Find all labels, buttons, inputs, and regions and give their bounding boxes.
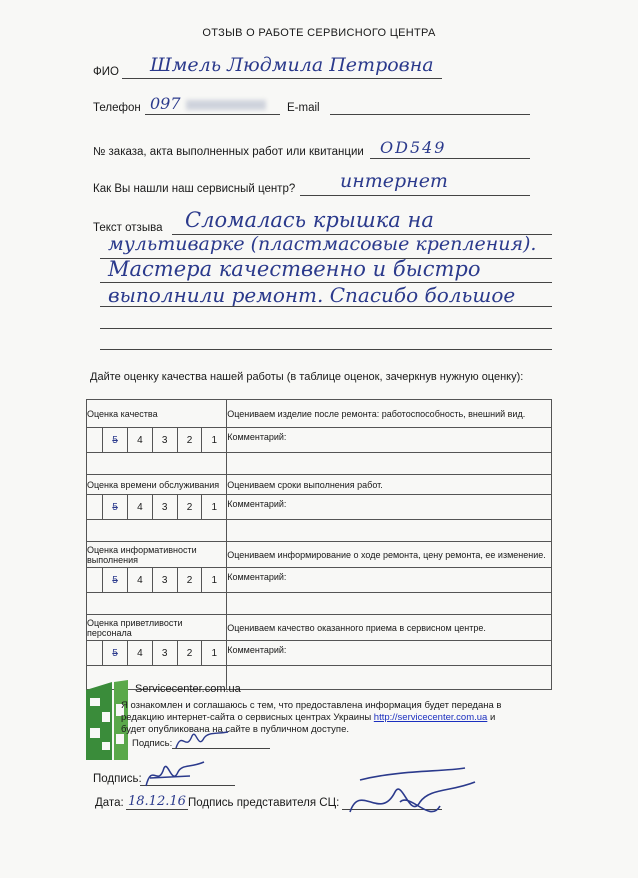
fio-value[interactable]: Шмель Людмила Петровна <box>150 54 434 76</box>
date-line <box>126 809 188 810</box>
rating-category: Оценка качества <box>87 400 227 428</box>
rating-description: Оцениваем изделие после ремонта: работоспособность, внешний вид. <box>227 400 552 428</box>
score-5[interactable]: 5 <box>103 641 128 666</box>
score-4[interactable]: 4 <box>127 495 152 520</box>
consent-line-3: будет опубликована на сайте в публичном доступе. <box>121 724 349 735</box>
review-text-3[interactable]: Мастера качественно и быстро <box>108 257 481 281</box>
score-2[interactable]: 2 <box>177 641 202 666</box>
rating-description: Оцениваем информирование о ходе ремонта, цену ремонта, ее изменение. <box>227 542 552 568</box>
score-4[interactable]: 4 <box>127 641 152 666</box>
phone-label: Телефон <box>93 102 141 114</box>
score-5[interactable]: 5 <box>103 428 128 453</box>
rep-signature-label: Подпись представителя СЦ: <box>188 797 340 809</box>
review-text-1[interactable]: Сломалась крышка на <box>185 208 434 232</box>
order-value[interactable]: OD549 <box>380 138 447 157</box>
consent-signature <box>172 726 232 756</box>
score-3[interactable]: 3 <box>152 428 177 453</box>
score-2[interactable]: 2 <box>177 428 202 453</box>
score-1[interactable]: 1 <box>202 641 227 666</box>
score-4[interactable]: 4 <box>127 568 152 593</box>
consent-line-2: редакцию интернет-сайта о сервисных центрах Украины http://servicecenter.com.ua и <box>121 712 496 723</box>
review-line-6 <box>100 349 552 350</box>
rating-intro: Дайте оценку качества нашей работы (в таблице оценок, зачеркнув нужную оценку): <box>90 371 524 383</box>
phone-underline <box>145 114 280 115</box>
review-text-2[interactable]: мультиварке (пластмасовые крепления). <box>108 233 537 255</box>
email-label: E-mail <box>287 102 320 114</box>
comment-label: Комментарий: <box>227 495 552 520</box>
order-underline <box>370 158 530 159</box>
fio-label: ФИО <box>93 66 119 78</box>
score-1[interactable]: 1 <box>202 495 227 520</box>
rating-category: Оценка информативности выполнения <box>87 542 227 568</box>
score-2[interactable]: 2 <box>177 568 202 593</box>
page-title: ОТЗЫВ О РАБОТЕ СЕРВИСНОГО ЦЕНТРА <box>202 27 436 39</box>
score-3[interactable]: 3 <box>152 495 177 520</box>
source-underline <box>300 195 530 196</box>
comment-label: Комментарий: <box>227 641 552 666</box>
email-underline <box>330 114 530 115</box>
score-3[interactable]: 3 <box>152 641 177 666</box>
source-label: Как Вы нашли наш сервисный центр? <box>93 183 296 195</box>
rep-signature <box>340 762 480 832</box>
phone-redaction <box>186 100 266 110</box>
rating-table <box>86 399 552 690</box>
score-2[interactable]: 2 <box>177 495 202 520</box>
score-5[interactable]: 5 <box>103 568 128 593</box>
score-1[interactable]: 1 <box>202 428 227 453</box>
comment-field[interactable] <box>227 593 552 615</box>
brand-name: Servicecenter.com.ua <box>135 683 241 695</box>
rating-category: Оценка приветливости персонала <box>87 615 227 641</box>
consent-sign-label: Подпись: <box>132 738 173 749</box>
order-label: № заказа, акта выполненных работ или квитанции <box>93 146 364 158</box>
score-4[interactable]: 4 <box>127 428 152 453</box>
servicecenter-link[interactable]: http://servicecenter.com.ua <box>373 712 488 723</box>
score-3[interactable]: 3 <box>152 568 177 593</box>
rating-description: Оцениваем сроки выполнения работ. <box>227 475 552 495</box>
date-value[interactable]: 18.12.16 <box>128 794 186 809</box>
source-value[interactable]: интернет <box>340 170 448 192</box>
date-label: Дата: <box>95 797 124 809</box>
rating-description: Оцениваем качество оказанного приема в сервисном центре. <box>227 615 552 641</box>
comment-field[interactable] <box>227 520 552 542</box>
review-line-5 <box>100 328 552 329</box>
client-signature <box>140 758 210 792</box>
fio-underline <box>122 78 442 79</box>
signature-label: Подпись: <box>93 773 142 785</box>
review-text-4[interactable]: выполнили ремонт. Спасибо большое <box>108 283 516 307</box>
comment-label: Комментарий: <box>227 568 552 593</box>
rating-category: Оценка времени обслуживания <box>87 475 227 495</box>
score-1[interactable]: 1 <box>202 568 227 593</box>
comment-label: Комментарий: <box>227 428 552 453</box>
phone-value[interactable]: 097 <box>150 94 266 113</box>
review-label: Текст отзыва <box>93 222 163 234</box>
comment-field[interactable] <box>227 666 552 690</box>
score-5[interactable]: 5 <box>103 495 128 520</box>
consent-line-1: Я ознакомлен и соглашаюсь с тем, что предоставлена информация будет передана в <box>121 700 502 711</box>
comment-field[interactable] <box>227 453 552 475</box>
